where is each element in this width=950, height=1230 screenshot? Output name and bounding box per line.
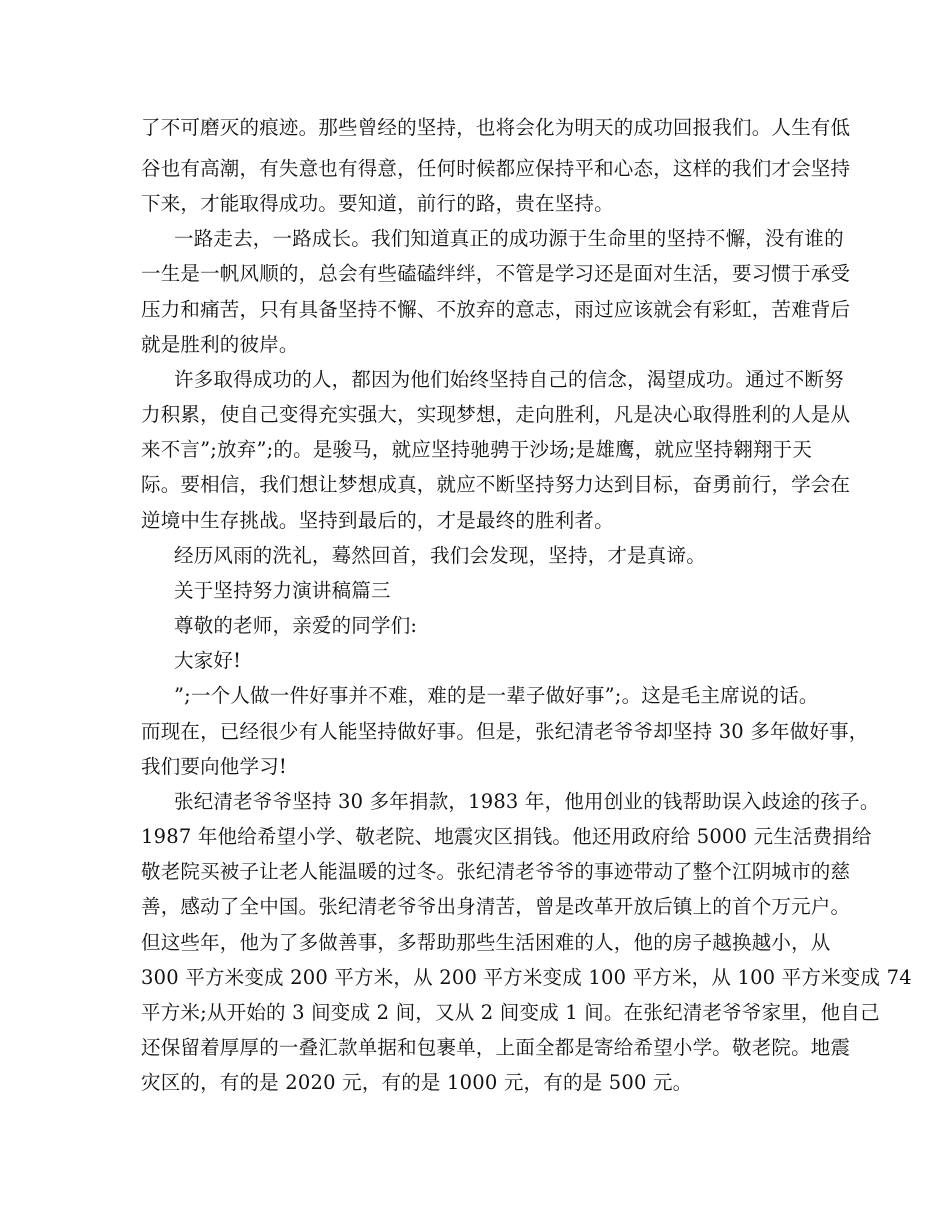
text-line: 际。要相信，我们想让梦想成真，就应不断坚持努力达到目标，奋勇前行，学会在 bbox=[141, 473, 851, 496]
text-line: 1987 年他给希望小学、敬老院、地震灾区捐钱。他还用政府给 5000 元生活费捐给 bbox=[141, 825, 872, 848]
greeting: 大家好! bbox=[174, 649, 242, 672]
text-line: 了不可磨灭的痕迹。那些曾经的坚持，也将会化为明天的成功回报我们。人生有低 bbox=[141, 116, 851, 139]
text-line: ”;一个人做一件好事并不难，难的是一辈子做好事”;。这是毛主席说的话。 bbox=[174, 684, 819, 707]
text-line: 经历风雨的洗礼，蓦然回首，我们会发现，坚持，才是真谛。 bbox=[174, 544, 706, 567]
text-line: 压力和痛苦，只有具备坚持不懈、不放弃的意志，雨过应该就会有彩虹，苦难背后 bbox=[141, 298, 851, 321]
text-line: 敬老院买被子让老人能温暖的过冬。张纪清老爷爷的事迹带动了整个江阴城市的慈 bbox=[141, 860, 851, 883]
text-line: 就是胜利的彼岸。 bbox=[141, 333, 299, 356]
text-line: 逆境中生存挑战。坚持到最后的，才是最终的胜利者。 bbox=[141, 509, 614, 532]
text-line: 300 平方米变成 200 平方米，从 200 平方米变成 100 平方米，从 100 平方米变成 74 bbox=[141, 966, 912, 989]
text-line: 来不言”;放弃”;的。是骏马，就应坚持驰骋于沙场;是雄鹰，就应坚持翱翔于天 bbox=[141, 438, 813, 461]
salutation: 尊敬的老师，亲爱的同学们: bbox=[174, 614, 418, 637]
text-line: 力积累，使自己变得充实强大，实现梦想，走向胜利，凡是决心取得胜利的人是从 bbox=[141, 403, 851, 426]
text-line: 我们要向他学习! bbox=[141, 755, 287, 778]
text-line: 张纪清老爷爷坚持 30 多年捐款，1983 年，他用创业的钱帮助误入歧途的孩子。 bbox=[174, 790, 880, 813]
text-line: 善，感动了全中国。张纪清老爷爷出身清苦，曾是改革开放后镇上的首个万元户。 bbox=[141, 895, 851, 918]
text-line: 灾区的，有的是 2020 元，有的是 1000 元，有的是 500 元。 bbox=[141, 1071, 693, 1094]
text-line: 谷也有高潮，有失意也有得意，任何时候都应保持平和心态，这样的我们才会坚持 bbox=[141, 157, 851, 180]
text-line: 还保留着厚厚的一叠汇款单据和包裹单，上面全都是寄给希望小学。敬老院。地震 bbox=[141, 1036, 851, 1059]
text-line: 而现在，已经很少有人能坚持做好事。但是，张纪清老爷爷却坚持 30 多年做好事， bbox=[141, 720, 869, 743]
text-line: 许多取得成功的人，都因为他们始终坚持自己的信念，渴望成功。通过不断努 bbox=[174, 368, 844, 391]
text-line: 平方米;从开始的 3 间变成 2 间，又从 2 间变成 1 间。在张纪清老爷爷家里，他自己 bbox=[141, 1001, 880, 1024]
text-line: 但这些年，他为了多做善事，多帮助那些生活困难的人，他的房子越换越小，从 bbox=[141, 931, 831, 954]
text-line: 一路走去，一路成长。我们知道真正的成功源于生命里的坚持不懈，没有谁的 bbox=[174, 227, 844, 250]
text-line: 下来，才能取得成功。要知道，前行的路，贵在坚持。 bbox=[141, 192, 614, 215]
text-line: 一生是一帆风顺的，总会有些磕磕绊绊，不管是学习还是面对生活，要习惯于承受 bbox=[141, 262, 851, 285]
section-heading: 关于坚持努力演讲稿篇三 bbox=[174, 579, 391, 602]
